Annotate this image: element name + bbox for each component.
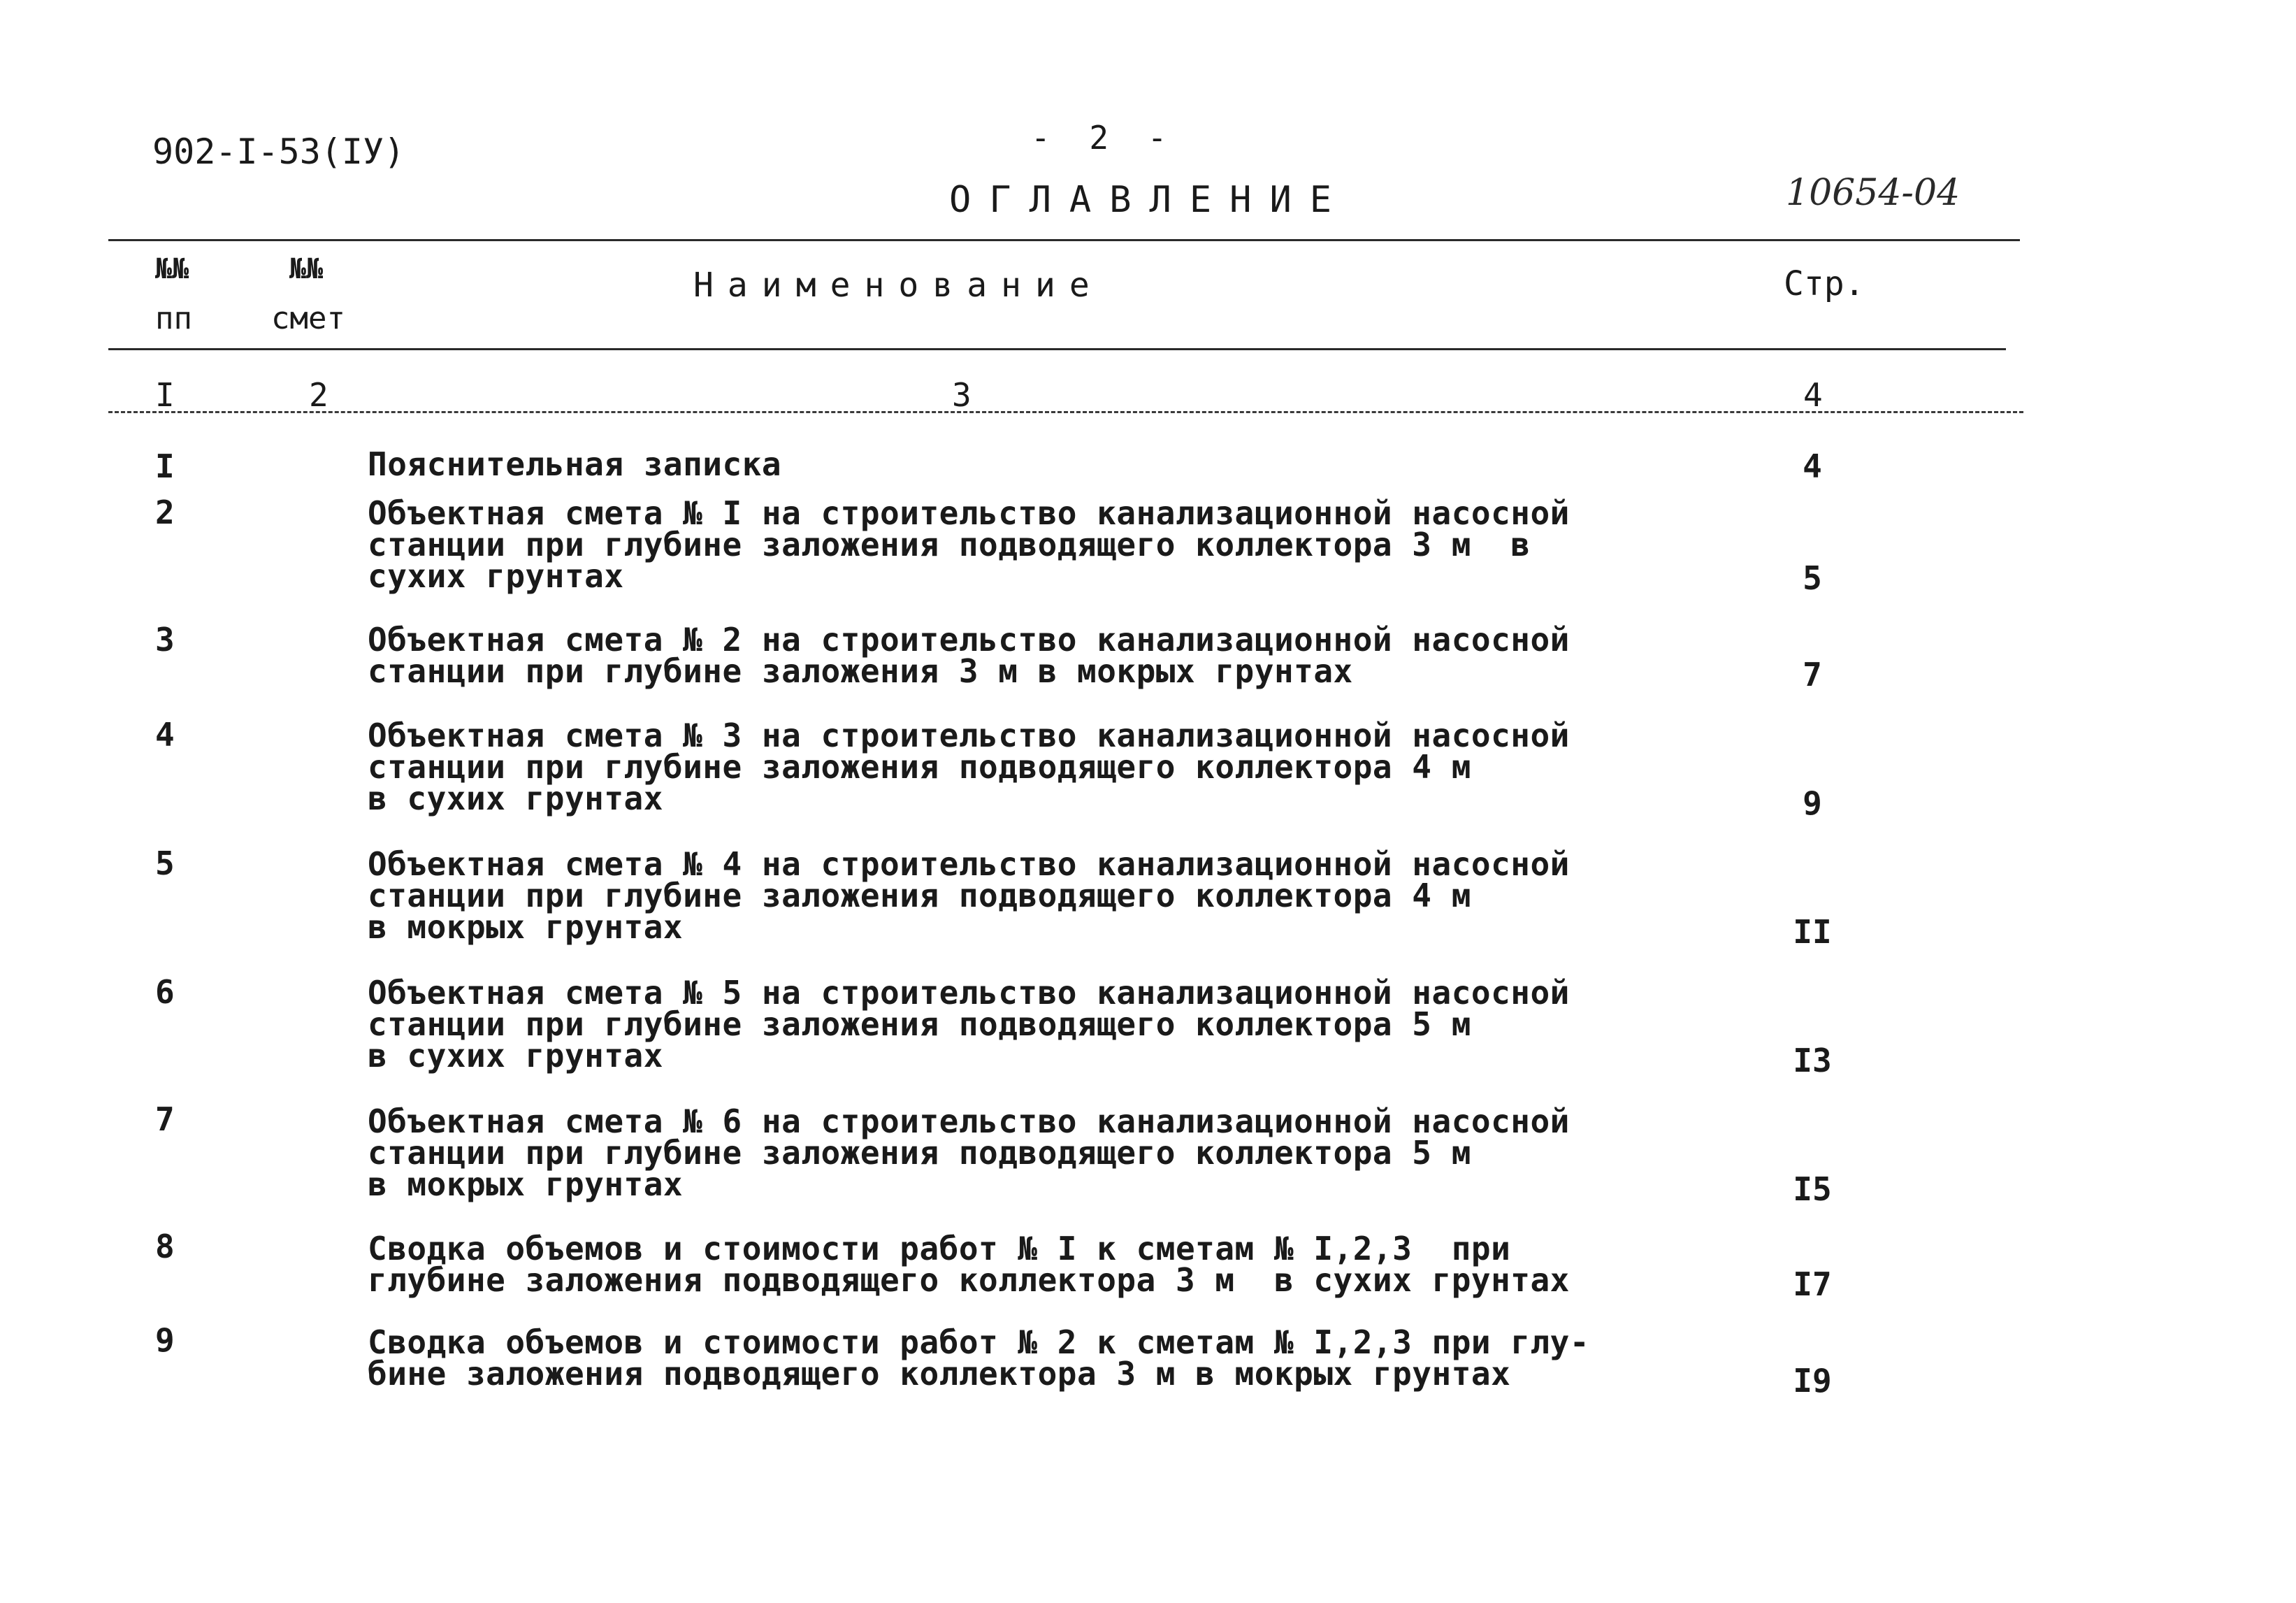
row-page: I5 — [1793, 1170, 1832, 1208]
row-title: Объектная смета № I на строительство канализационной насосной станции при глубине заложения подводящего коллектора 3 м в сухих грунтах — [368, 494, 1570, 595]
page-title: ОГЛАВЛЕНИЕ — [949, 179, 1350, 221]
col-page-label: Стр. — [1784, 264, 1865, 303]
row-number: 5 — [155, 844, 175, 882]
row-number: 7 — [155, 1100, 175, 1138]
row-page: 9 — [1803, 784, 1822, 822]
col-number-label-top: №№ — [155, 253, 189, 285]
row-number: 3 — [155, 621, 175, 659]
row-number: I — [155, 447, 175, 485]
row-title: Объектная смета № 3 на строительство канализационной насосной станции при глубине заложения подводящего коллектора 4 м в сухих грунтах — [368, 717, 1570, 817]
column-number-1: I — [155, 376, 175, 414]
col-estimate-label-bottom: смет — [271, 301, 345, 336]
row-page: 7 — [1803, 656, 1822, 693]
row-title: Объектная смета № 2 на строительство канализационной насосной станции при глубине заложения 3 м в мокрых грунтах — [368, 621, 1570, 690]
page-number: - 2 - — [1031, 119, 1177, 157]
col-estimate-label-top: №№ — [289, 253, 324, 285]
row-page: I7 — [1793, 1265, 1832, 1303]
column-numbers-rule — [108, 411, 2023, 413]
row-page: I3 — [1793, 1042, 1832, 1079]
row-page: 5 — [1803, 559, 1822, 597]
row-page: 4 — [1803, 447, 1822, 485]
row-title: Объектная смета № 5 на строительство канализационной насосной станции при глубине заложения подводящего коллектора 5 м в сухих грунтах — [368, 974, 1570, 1074]
row-page: II — [1793, 913, 1832, 951]
row-title: Объектная смета № 6 на строительство канализационной насосной станции при глубине заложения подводящего коллектора 5 м в мокрых грунтах — [368, 1102, 1570, 1203]
row-number: 8 — [155, 1228, 175, 1265]
col-name-label: Наименование — [693, 266, 1104, 305]
col-number-label-bottom: пп — [155, 301, 192, 336]
column-number-2: 2 — [309, 376, 328, 414]
row-title: Пояснительная записка — [368, 445, 782, 483]
header-bottom-rule — [108, 348, 2006, 350]
row-number: 6 — [155, 973, 175, 1011]
row-number: 4 — [155, 716, 175, 754]
row-page: I9 — [1793, 1362, 1832, 1400]
row-number: 2 — [155, 494, 175, 531]
column-number-3: 3 — [952, 376, 972, 414]
row-title: Сводка объемов и стоимости работ № I к сметам № I,2,3 при глубине заложения подводящего коллектора 3 м в сухих грунтах — [368, 1230, 1570, 1299]
header-top-rule — [108, 239, 2020, 241]
row-number: 9 — [155, 1321, 175, 1359]
row-title: Объектная смета № 4 на строительство канализационной насосной станции при глубине заложения подводящего коллектора 4 м в мокрых грунтах — [368, 845, 1570, 946]
column-number-4: 4 — [1803, 376, 1823, 414]
handwritten-reference-mark: 10654-04 — [1786, 172, 1961, 214]
row-title: Сводка объемов и стоимости работ № 2 к сметам № I,2,3 при глу- бине заложения подводящего коллектора 3 м в мокрых грунтах — [368, 1323, 1590, 1393]
document-code: 902-I-53(IУ) — [152, 131, 405, 172]
